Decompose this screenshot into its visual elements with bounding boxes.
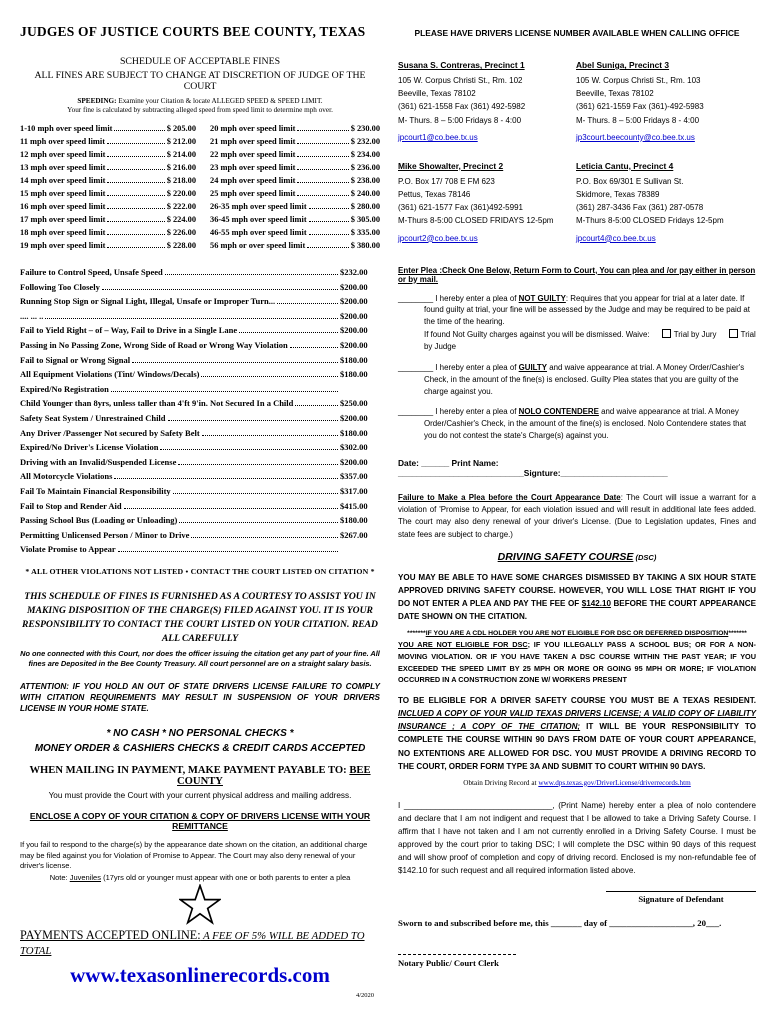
dot-leader xyxy=(297,164,348,170)
trial-by-judge-checkbox[interactable] xyxy=(729,329,738,338)
dot-leader xyxy=(118,546,338,553)
violation-label: Failure to Control Speed, Unsafe Speed xyxy=(20,267,163,277)
declaration-text: (Print Name) hereby enter a plea of nolo contendere and declare that I am not indigent and request that I be allowed to take a Driving Safety Course. I affirm that I have not taken and I am not currently enrolled in a Driving Safety Course. I must be approved by the court prior to taking DSC; I will complete the DSC within 90 days of this request and will show proof of completion and copy of driving record. Enclosed is my non-refundable fee of $142.10 for such request and all required information listed above. xyxy=(398,800,756,876)
fee-note: A FEE OF 5% WILL BE ADDED TO TOTAL xyxy=(20,929,365,957)
speed-fine-amount: $ 224.00 xyxy=(166,215,196,224)
plea-not-guilty xyxy=(398,293,756,329)
violation-label: Safety Seat System / Unrestrained Child xyxy=(20,412,166,423)
plea-pre-text: I hereby enter a plea of xyxy=(433,362,519,372)
dot-leader xyxy=(191,531,338,538)
speed-fine-label: 46-55 mph over speed limit xyxy=(210,228,307,237)
dot-leader xyxy=(202,429,338,436)
note-rest: (17yrs old or younger must appear with one or both parents to enter a plea xyxy=(100,872,351,882)
speed-fine-amount: $ 335.00 xyxy=(350,228,380,237)
speed-fine-row xyxy=(210,124,380,137)
violation-label: Fail to Stop and Render Aid xyxy=(20,500,122,511)
speed-fine-row xyxy=(210,228,380,241)
speed-fine-amount: $ 226.00 xyxy=(166,228,196,237)
speed-fine-label: 26-35 mph over speed limit xyxy=(210,202,307,211)
note-prefix: Note: xyxy=(49,872,70,882)
cdl-stars-left: ******* xyxy=(407,630,426,638)
obtain-prefix: Obtain Driving Record at xyxy=(463,778,539,787)
all-other-violations-note: * ALL OTHER VIOLATIONS NOT LISTED • CONTACT THE COURT LISTED ON CITATION * xyxy=(25,566,375,576)
speed-fine-label: 1-10 mph over speed limit xyxy=(20,124,113,133)
provide-address-note: You must provide the Court with your current physical address and mailing address. xyxy=(48,791,352,801)
contact-city: Beeville, Texas 78102 xyxy=(576,89,654,99)
violation-label: .... ... .. xyxy=(20,310,44,321)
violation-amount: $250.00 xyxy=(340,398,368,409)
failure-heading: Failure to Make a Plea before the Court Appearance Date xyxy=(398,492,621,502)
violation-amount: $180.00 xyxy=(340,354,368,365)
dismissed-waive-text: If found Not Guilty charges against you will be dismissed. Waive: xyxy=(424,330,650,340)
dot-leader xyxy=(107,242,164,248)
dsc-title-suffix: (DSC) xyxy=(633,552,657,562)
speed-fine-column-left xyxy=(20,124,196,254)
trial-by-judge-label: Trial by Judge xyxy=(424,330,756,351)
speed-fine-row xyxy=(20,176,196,189)
speed-fine-label: 11 mph over speed limit xyxy=(20,137,105,146)
fail-respond-note: If you fail to respond to the charge(s) by the appearance date shown on the citation, an additional charge may be filed against you for Violation of Promise to Appear. The Court may also deny renewal of your driver's license. xyxy=(20,840,368,871)
notary-label: Notary Public/ Court Clerk xyxy=(398,958,499,969)
speed-fine-amount: $ 212.00 xyxy=(166,137,196,146)
mailing-instruction xyxy=(20,765,380,787)
dot-leader xyxy=(107,151,164,157)
dot-leader xyxy=(277,298,338,305)
dot-leader xyxy=(309,229,349,235)
violation-row xyxy=(20,486,380,501)
speed-fine-row xyxy=(210,215,380,228)
violation-row xyxy=(20,428,380,443)
signature-of-defendant-field[interactable]: Signature of Defendant xyxy=(606,891,756,904)
speed-fine-amount: $ 305.00 xyxy=(350,215,380,224)
dot-leader xyxy=(239,327,338,334)
violation-label: Expired/No Registration xyxy=(20,383,109,394)
page-title: JUDGES OF JUSTICE COURTS BEE COUNTY, TEXAS xyxy=(20,24,366,39)
juveniles-word: Juveniles xyxy=(69,872,101,882)
eligible-text-a: TO BE ELIGIBLE FOR A DRIVER SAFETY COURSE YOU MUST BE A TEXAS RESIDENT. xyxy=(398,696,756,706)
dot-leader xyxy=(102,283,338,290)
speed-fine-table xyxy=(20,124,380,254)
contact-email-link[interactable]: jpcourt1@co.bee.tx.us xyxy=(398,132,478,142)
contact-address: P.O. Box 17/ 708 E FM 623 xyxy=(398,176,495,186)
plea-blank-field[interactable]: ________ xyxy=(398,407,434,417)
speed-fine-label: 14 mph over speed limit xyxy=(20,176,106,185)
violation-row xyxy=(20,544,380,559)
violation-row xyxy=(20,398,380,413)
violation-row xyxy=(20,501,380,516)
speed-fine-row xyxy=(210,202,380,215)
payment-website-link[interactable]: www.texasonlinerecords.com xyxy=(70,962,330,987)
contact-city: Beeville, Texas 78102 xyxy=(398,89,476,99)
plea-pre-text: I hereby enter a plea of xyxy=(433,407,519,417)
speeding-note-2: Your fine is calculated by subtracting alleged speed from speed limit to determine mph over. xyxy=(67,106,333,114)
star-icon xyxy=(179,884,221,926)
star-decoration xyxy=(20,884,380,928)
speed-fine-label: 12 mph over speed limit xyxy=(20,150,106,159)
contact-phone: (361) 287-3436 Fax (361) 287-0578 xyxy=(576,203,704,213)
not-guilty-keyword: NOT GUILTY xyxy=(518,293,566,303)
dot-leader xyxy=(107,190,164,196)
speed-fine-amount: $ 240.00 xyxy=(350,189,380,198)
dot-leader xyxy=(107,229,164,235)
contact-precinct-3 xyxy=(576,60,754,145)
cdl-holder-note xyxy=(398,630,756,637)
dot-leader xyxy=(290,341,338,348)
speed-fine-amount: $ 218.00 xyxy=(166,176,196,185)
left-column xyxy=(20,24,380,999)
not-eligible-paragraph xyxy=(398,639,756,686)
cdl-stars-right: ******* xyxy=(728,630,747,638)
violation-row xyxy=(20,296,380,311)
violation-row xyxy=(20,413,380,428)
no-one-connected-note: No one connected with this Court, nor does the officer issuing the citation get any part of your fine. All fines are Deposited in the Bee County Treasury. All court personnel are on a straight salary basis. xyxy=(20,648,380,668)
cdl-text: IF YOU ARE A CDL HOLDER YOU ARE NOT ELIGIBLE FOR DSC OR DEFERRED DISPOSITION xyxy=(425,630,729,638)
violation-row xyxy=(20,515,380,530)
violation-amount: $200.00 xyxy=(340,296,368,307)
speed-fine-column-right xyxy=(210,124,380,254)
speed-fine-label: 20 mph over speed limit xyxy=(210,124,296,133)
dot-leader xyxy=(165,268,338,275)
speed-fine-row xyxy=(20,124,196,137)
plea-blank-field[interactable]: ________ xyxy=(398,293,434,303)
no-cash-line: * NO CASH * NO PERSONAL CHECKS * xyxy=(106,728,294,740)
violation-amount: $180.00 xyxy=(340,427,368,438)
dot-leader xyxy=(107,164,164,170)
dot-leader xyxy=(132,356,338,363)
notary-signature-line[interactable] xyxy=(398,954,516,955)
version-stamp: 4/2020 xyxy=(355,991,374,999)
enclose-copy-instruction: ENCLOSE A COPY OF YOUR CITATION & COPY OF DRIVERS LICENSE WITH YOUR REMITTANCE xyxy=(29,811,371,832)
speed-fine-amount: $ 222.00 xyxy=(166,202,196,211)
payee-name: BEE COUNTY xyxy=(177,765,371,788)
speed-fine-row xyxy=(210,150,380,163)
speed-fine-row xyxy=(20,189,196,202)
contact-city: Pettus, Texas 78146 xyxy=(398,189,471,199)
contact-address: 105 W. Corpus Christi St., Rm. 103 xyxy=(576,76,701,85)
speed-fine-label: 15 mph over speed limit xyxy=(20,189,106,198)
violation-row xyxy=(20,282,380,297)
violation-amount: $200.00 xyxy=(340,412,368,423)
contact-email-link[interactable]: jpcourt4@co.bee.tx.us xyxy=(576,233,656,243)
contact-precinct-4 xyxy=(576,161,754,246)
violation-label: Driving with an Invalid/Suspended License xyxy=(20,456,177,467)
violation-amount: $357.00 xyxy=(340,471,368,482)
speed-fine-label: 25 mph over speed limit xyxy=(210,189,296,198)
violation-label: Violate Promise to Appear xyxy=(20,544,116,555)
payments-online-line xyxy=(20,928,380,958)
plea-not-guilty-text: : Requires that you appear for trial at a later date. If found guilty at trial, your fine will be assessed by the Judge and may be required to be paid at the time of the hearing. xyxy=(424,293,750,327)
plea-blank-field[interactable]: ________ xyxy=(398,362,434,372)
speed-fine-row xyxy=(210,176,380,189)
violation-label: Running Stop Sign or Signal Light, Illegal, Unsafe or Improper Turn... xyxy=(20,296,276,307)
dsc-title-text: DRIVING SAFETY COURSE xyxy=(497,550,634,563)
violation-row xyxy=(20,311,380,326)
violation-amount: $180.00 xyxy=(340,515,368,526)
violation-amount: $200.00 xyxy=(340,325,368,336)
contact-email-link[interactable]: jp3court.beecounty@co.bee.tx.us xyxy=(576,132,695,142)
notary-block xyxy=(398,954,756,968)
failure-to-plea-paragraph xyxy=(398,492,756,541)
speeding-note xyxy=(20,97,380,105)
eligible-underlined-text: INCLUED A COPY OF YOUR VALID TEXAS DRIVERS LICENSE; A VALID COPY OF LIABILITY INSURANCE ; A COPY OF THE CITATION; xyxy=(398,709,756,732)
violation-label: Passing School Bus (Loading or Unloading) xyxy=(20,515,178,526)
schedule-heading: SCHEDULE OF ACCEPTABLE FINES xyxy=(119,56,281,67)
violation-label: Fail to Yield Right – of – Way, Fail to Drive in a Single Lane xyxy=(20,325,238,336)
dot-leader xyxy=(295,400,338,407)
speed-fine-label: 22 mph over speed limit xyxy=(210,150,296,159)
drivers-license-header: PLEASE HAVE DRIVERS LICENSE NUMBER AVAILABLE WHEN CALLING OFFICE xyxy=(414,28,740,38)
speed-fine-row xyxy=(20,150,196,163)
speed-fine-row xyxy=(210,241,380,254)
speed-fine-label: 19 mph over speed limit xyxy=(20,241,106,250)
speed-fine-row xyxy=(20,215,196,228)
violation-amount: $267.00 xyxy=(340,529,368,540)
declaration-name-blank[interactable]: I _________________________________, xyxy=(398,800,559,810)
nolo-contendere-keyword: NOLO CONTENDERE xyxy=(518,407,599,417)
trial-by-jury-label: Trial by Jury xyxy=(673,330,717,340)
violation-row xyxy=(20,457,380,472)
violation-label: All Equipment Violations (Tint/ Windows/Decals) xyxy=(20,369,200,380)
dsc-paragraph-1 xyxy=(398,571,756,623)
contact-hours: M- Thurs. 8 – 5:00 Fridays 8 - 4:00 xyxy=(576,115,700,125)
violation-row xyxy=(20,530,380,545)
dot-leader xyxy=(111,385,338,392)
violation-row xyxy=(20,369,380,384)
courtesy-paragraph: THIS SCHEDULE OF FINES IS FURNISHED AS A COURTESY TO ASSIST YOU IN MAKING DISPOSITION OF THE CHARGE(S) FILED AGAINST YOU. IT IS YOUR RESPONSIBILITY TO CONTACT THE COURT LISTED ON YOUR CITATION. READ ALL CAREFULLY xyxy=(22,590,378,644)
speed-fine-amount: $ 280.00 xyxy=(350,202,380,211)
dot-leader xyxy=(114,125,164,131)
mailing-prefix: WHEN MAILING IN PAYMENT, MAKE PAYMENT PAYABLE TO: xyxy=(29,765,350,777)
speed-fine-amount: $ 236.00 xyxy=(350,163,380,172)
dot-leader xyxy=(107,216,164,222)
dot-leader xyxy=(297,190,348,196)
violation-row xyxy=(20,325,380,340)
contact-precinct-1 xyxy=(398,60,576,145)
violations-table xyxy=(20,267,380,559)
dsc-fee-amount: $142.10 xyxy=(581,599,611,609)
violation-label: Following Too Closely xyxy=(20,281,100,292)
eligible-text-b: IT WILL BE YOUR RESPONSIBILITY TO COMPLETE THE COURSE WITHIN 90 DAYS FROM DATE OF YOUR COURT APPEARANCE, NO EXTENTIONS ARE ALLOWED FOR DSC. YOU MUST PROVIDE A DRIVING RECORD TO THE COURT, ORDER FORM TYPE 3A AND SUBMIT TO COURT WITHIN 90 DAYS. xyxy=(398,722,756,771)
dot-leader xyxy=(114,473,338,480)
dot-leader xyxy=(107,138,165,144)
dot-leader xyxy=(160,444,338,451)
dps-record-link[interactable]: www.dps.texas.gov/DriverLicense/driverrecords.htm xyxy=(538,778,691,787)
eligible-paragraph xyxy=(398,694,756,773)
violation-amount: $232.00 xyxy=(340,267,368,277)
contact-name: Leticia Cantu, Precinct 4 xyxy=(576,160,674,171)
violation-row xyxy=(20,267,380,282)
speed-fine-label: 18 mph over speed limit xyxy=(20,228,106,237)
dot-leader xyxy=(309,216,349,222)
violation-row xyxy=(20,355,380,370)
violation-amount: $317.00 xyxy=(340,485,368,496)
speed-fine-row xyxy=(210,189,380,202)
not-eligible-keyword: YOU ARE NOT ELIGIBLE FOR DSC xyxy=(398,640,528,650)
speed-fine-amount: $ 232.00 xyxy=(350,137,380,146)
speed-fine-label: 23 mph over speed limit xyxy=(210,163,296,172)
obtain-driving-record-line xyxy=(398,779,756,787)
speed-fine-amount: $ 234.00 xyxy=(350,150,380,159)
contact-city: Skidmore, Texas 78389 xyxy=(576,189,660,199)
speed-fine-amount: $ 230.00 xyxy=(350,124,380,133)
contact-phone: (361) 621-1577 Fax (361)492-5991 xyxy=(398,203,523,213)
dsc-text-b: BEFORE THE COURT APPEARANCE DATE SHOWN ON THE CITATION. xyxy=(398,599,756,622)
speeding-label: SPEEDING: xyxy=(77,97,117,105)
date-name-signature-fields[interactable]: Date: ______ Print Name: ___________________________Signture:_______________________ xyxy=(398,457,668,478)
speed-fine-amount: $ 238.00 xyxy=(350,176,380,185)
juveniles-note xyxy=(20,873,380,882)
speed-fine-amount: $ 205.00 xyxy=(166,124,196,133)
plea-not-guilty-line2 xyxy=(398,329,756,353)
plea-guilty xyxy=(398,362,756,398)
sworn-subscribed-line[interactable]: Sworn to and subscribed before me, this _______ day of ___________________, 20___. xyxy=(398,918,722,929)
speed-fine-row xyxy=(20,228,196,241)
contact-name: Abel Suniga, Precinct 3 xyxy=(576,60,670,70)
speed-fine-label: 21 mph over speed limit xyxy=(210,137,296,146)
attention-paragraph: ATTENTION: IF YOU HOLD AN OUT OF STATE DRIVERS LICENSE FAILURE TO COMPLY WITH CITATION REQUIREMENTS MAY RESULT IN SUSPENSION OF YOUR DRIVERS LICENSE IN YOUR HOME STATE. xyxy=(20,682,380,714)
speed-fine-amount: $ 216.00 xyxy=(166,163,196,172)
violation-label: All Motorcycle Violations xyxy=(20,471,113,482)
plea-nolo-text: and waive appearance at trial. A Money Order/Cashier's Check, in the amount of the fine(s) is enclosed. Nolo Contendere states that you do not contest the state's Charge(s) against you. xyxy=(424,407,747,441)
speed-fine-amount: $ 380.00 xyxy=(350,241,380,250)
contact-address: P.O. Box 69/301 E Sullivan St. xyxy=(576,176,684,186)
speed-fine-row xyxy=(210,163,380,176)
violation-row xyxy=(20,384,380,399)
violation-label: Child Younger than 8yrs, unless taller than 4'ft 9'in. Not Secured In a Child xyxy=(20,398,294,409)
violation-label: Fail to Signal or Wrong Signal xyxy=(20,354,131,365)
violation-row xyxy=(20,471,380,486)
contact-address: 105 W. Corpus Christi St., Rm. 102 xyxy=(398,76,523,85)
violation-row xyxy=(20,340,380,355)
dot-leader xyxy=(297,151,348,157)
speed-fine-label: 36-45 mph over speed limit xyxy=(210,215,307,224)
speed-fine-label: 56 mph or over speed limit xyxy=(210,241,306,250)
speed-fine-row xyxy=(20,202,196,215)
plea-pre-text: I hereby enter a plea of xyxy=(433,293,519,303)
violation-amount: $200.00 xyxy=(340,310,368,321)
dot-leader xyxy=(173,487,338,494)
speed-fine-label: 17 mph over speed limit xyxy=(20,215,106,224)
speed-fine-row xyxy=(210,137,380,150)
violation-label: Permitting Unlicensed Person / Minor to Drive xyxy=(20,529,190,540)
dot-leader xyxy=(201,371,338,378)
failure-text: : The Court will issue a warrant for a violation of 'Promise to Appear, for each violation issued and will result in additional late fees added. The court may also deny renewal of your driver's License. (Due to Legislation updates, Fines and state fees are subject to charge.) xyxy=(398,492,756,539)
dot-leader xyxy=(124,502,338,509)
plea-nolo-contendere xyxy=(398,406,756,442)
precinct-contacts xyxy=(398,60,756,262)
speed-fine-row xyxy=(20,137,196,150)
dot-leader xyxy=(307,242,348,248)
contact-name: Susana S. Contreras, Precinct 1 xyxy=(398,60,525,70)
contact-hours: M-Thurs 8-5:00 CLOSED FRIDAYS 12-5pm xyxy=(398,216,554,226)
speed-fine-row xyxy=(20,163,196,176)
fines-subject-heading: ALL FINES ARE SUBJECT TO CHANGE AT DISCRETION OF JUDGE OF THE COURT xyxy=(34,70,366,92)
speeding-text: Examine your Citation & locate ALLEGED SPEED & SPEED LIMIT. xyxy=(116,97,323,105)
contact-email-link[interactable]: jpcourt2@co.bee.tx.us xyxy=(398,233,478,243)
speed-fine-label: 24 mph over speed limit xyxy=(210,176,296,185)
payments-online-label: PAYMENTS ACCEPTED ONLINE: xyxy=(20,927,201,942)
right-column xyxy=(398,28,756,968)
dot-leader xyxy=(178,458,338,465)
contact-phone: (361) 621-1558 Fax (361) 492-5982 xyxy=(398,102,526,112)
contact-precinct-2 xyxy=(398,161,576,246)
speed-fine-amount: $ 220.00 xyxy=(166,189,196,198)
contact-name: Mike Showalter, Precinct 2 xyxy=(398,160,504,171)
violation-amount: $180.00 xyxy=(340,369,368,380)
not-eligible-text: ; IF YOU ILLEGALLY PASS A SCHOOL BUS; OR FOR A NON- MOVING VIOLATION. OR IF YOU HAVE TAKEN A DSC COURSE WITHIN THE PAST YEAR; IF YOU EXCEEDED THE SPEED LIMIT BY 25 MPH OR MORE OR GOING 95 MPH OR MORE; IF VIOLATION OCCURRED IN A CONSTRUCTION ZONE W/ WORKERS PRESENT xyxy=(398,640,756,685)
dot-leader xyxy=(309,203,349,209)
trial-by-jury-checkbox[interactable] xyxy=(662,329,671,338)
contact-phone: (361) 621-1559 Fax (361)-492-5983 xyxy=(576,102,704,112)
violation-amount: $200.00 xyxy=(340,281,368,292)
enter-plea-heading: Enter Plea :Check One Below, Return Form to Court, You can plea and /or pay either in person or by mail. xyxy=(398,265,756,284)
violation-amount: $302.00 xyxy=(340,442,368,453)
speed-fine-amount: $ 228.00 xyxy=(166,241,196,250)
speed-fine-label: 16 mph over speed limit xyxy=(20,202,106,211)
violation-amount: $415.00 xyxy=(340,500,368,511)
plea-guilty-text: and waive appearance at trial. A Money Order/Cashier's Check, in the amount of the fine(s) is enclosed. Guilty Plea states that you are guilty of the charge against you. xyxy=(424,362,745,396)
violation-label: Passing in No Passing Zone, Wrong Side of Road or Wrong Way Violation xyxy=(20,339,288,350)
speed-fine-amount: $ 214.00 xyxy=(166,150,196,159)
guilty-keyword: GUILTY xyxy=(518,362,548,372)
violation-amount: $200.00 xyxy=(340,339,368,350)
dot-leader xyxy=(179,517,338,524)
money-order-line: MONEY ORDER & CASHIERS CHECKS & CREDIT CARDS ACCEPTED xyxy=(34,743,366,755)
contact-hours: M- Thurs. 8 – 5:00 Fridays 8 - 4:00 xyxy=(398,115,522,125)
contact-hours: M-Thurs 8-5:00 CLOSED Fridays 12-5pm xyxy=(576,216,724,226)
dot-leader xyxy=(297,177,348,183)
dot-leader xyxy=(168,414,338,421)
violation-label: Fail To Maintain Financial Responsibility xyxy=(20,485,171,496)
dsc-text-a: YOU MAY BE ABLE TO HAVE SOME CHARGES DISMISSED BY TAKING A SIX HOUR STATE APPROVED DRIVING SAFETY COURSE. HOWEVER, YOU WILL LOSE THAT RIGHT IF YOU DO NOT ENTER A PLEA AND PAY THE FEE OF xyxy=(398,572,756,609)
violation-amount: $200.00 xyxy=(340,456,368,467)
dot-leader xyxy=(45,312,338,319)
speed-fine-label: 13 mph over speed limit xyxy=(20,163,106,172)
violation-row xyxy=(20,442,380,457)
violation-label: Any Driver /Passenger Not secured by Safety Belt xyxy=(20,427,200,438)
nolo-declaration-paragraph xyxy=(398,799,756,878)
dot-leader xyxy=(107,203,164,209)
violation-label: Expired/No Driver's License Violation xyxy=(20,442,159,453)
dot-leader xyxy=(297,125,348,131)
dsc-section-title xyxy=(398,551,756,563)
dot-leader xyxy=(107,177,164,183)
dot-leader xyxy=(297,138,348,144)
speed-fine-row xyxy=(20,241,196,254)
